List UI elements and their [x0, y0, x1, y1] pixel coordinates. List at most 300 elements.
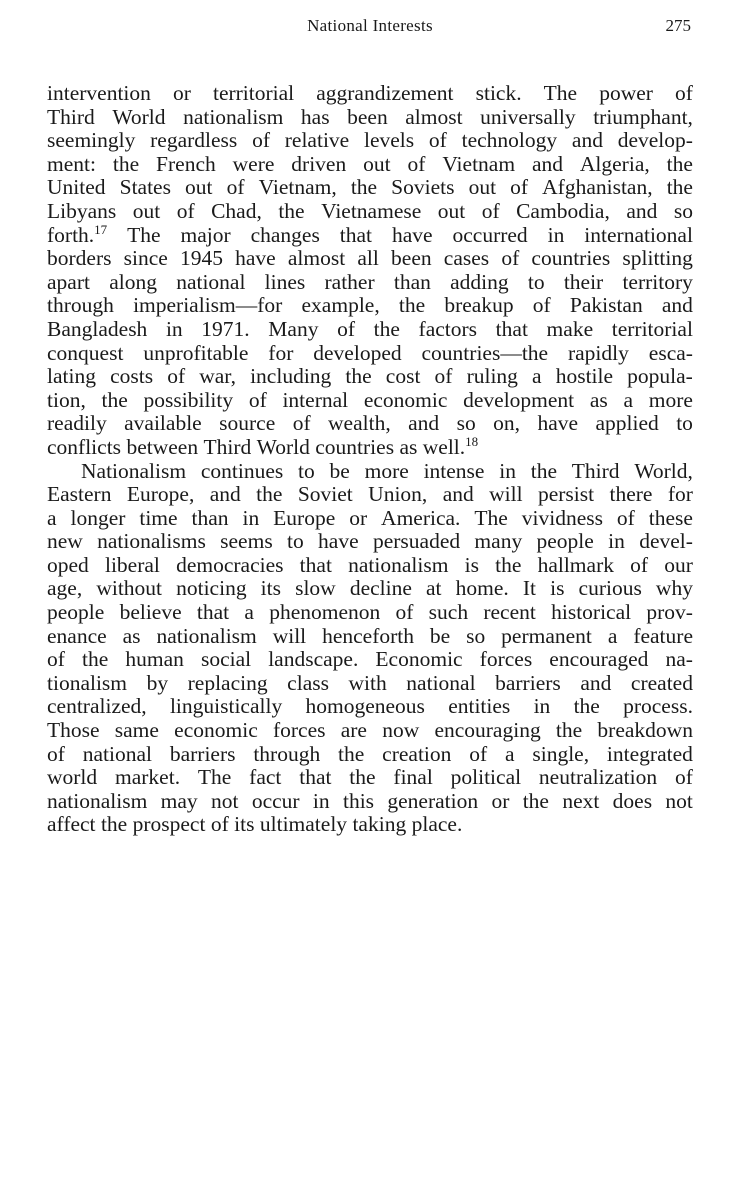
word: countries—the	[421, 340, 549, 365]
word: new	[47, 529, 83, 554]
word: vividness	[521, 505, 603, 530]
word: with	[348, 670, 387, 695]
word: conquest	[47, 340, 124, 365]
word: next	[562, 788, 600, 813]
word: that	[196, 600, 230, 625]
word: their	[563, 269, 604, 294]
word: hallmark	[537, 552, 614, 577]
text-line	[47, 695, 693, 719]
word: are	[340, 718, 367, 743]
word: and	[408, 411, 440, 436]
word: the	[522, 788, 549, 813]
paragraph	[47, 82, 693, 460]
word: home.	[455, 576, 509, 601]
running-title: National Interests	[307, 16, 433, 35]
footnote-ref: 17	[94, 221, 108, 237]
text-line	[47, 577, 693, 601]
word: age,	[47, 576, 83, 601]
word: tionalism	[47, 670, 128, 695]
word: driven	[291, 151, 347, 176]
word: have	[318, 529, 359, 554]
text-line	[47, 625, 693, 649]
text-line	[47, 129, 693, 153]
word: of	[675, 81, 693, 105]
word: a	[504, 741, 515, 766]
word: out	[437, 198, 466, 223]
word: than	[191, 505, 229, 530]
word: internal	[282, 387, 349, 412]
word: created	[630, 670, 693, 695]
word: of	[616, 505, 635, 530]
word: is	[464, 552, 479, 577]
word: the	[82, 647, 109, 672]
word: Libyans	[47, 198, 117, 223]
word: levels	[363, 128, 415, 153]
word: that	[299, 765, 332, 790]
word: territorial	[212, 81, 295, 105]
word: the	[666, 175, 693, 200]
word: ruling	[466, 364, 518, 389]
word: prov-	[646, 600, 693, 625]
word: not	[211, 788, 239, 813]
word: regardless	[150, 128, 238, 153]
word: same	[114, 718, 159, 743]
word: entities	[448, 694, 511, 719]
word: the	[256, 482, 283, 507]
word: It	[522, 576, 536, 601]
word: all	[357, 246, 379, 271]
word: to	[527, 269, 545, 294]
word: countries	[531, 246, 611, 271]
word: the	[373, 316, 400, 341]
word: the	[345, 364, 372, 389]
word: and	[531, 151, 563, 176]
word: time	[139, 505, 178, 530]
text-line	[47, 433, 693, 460]
word: countries	[315, 434, 395, 459]
word: World	[112, 104, 166, 129]
word: lating	[47, 364, 96, 389]
text-line	[47, 271, 693, 295]
word: borders	[47, 246, 112, 271]
word: will	[489, 482, 523, 507]
text-line	[47, 790, 693, 814]
word: 1971.	[201, 316, 250, 341]
word: Nationalism	[81, 458, 187, 483]
text-line	[47, 530, 693, 554]
word: in	[165, 316, 183, 341]
word: that	[495, 316, 528, 341]
word: linguistically	[169, 694, 283, 719]
word: example,	[301, 293, 380, 318]
word: ultimately	[259, 812, 348, 837]
word: be	[429, 623, 451, 648]
word: its	[234, 812, 255, 837]
word: the	[555, 718, 583, 743]
word: between	[126, 434, 199, 459]
word: more	[364, 458, 409, 483]
word: of	[674, 765, 693, 790]
text-line	[47, 766, 693, 790]
word: a	[623, 387, 634, 412]
word: of	[532, 293, 551, 318]
word: Pakistan	[569, 293, 643, 318]
word: power	[599, 81, 653, 105]
word: a	[244, 600, 254, 625]
running-head	[47, 16, 693, 42]
word: World,	[634, 458, 693, 483]
word: Eastern	[47, 482, 112, 507]
word: out	[363, 151, 391, 176]
text-line	[47, 719, 693, 743]
word: nationalism	[183, 104, 284, 129]
word: does	[612, 788, 653, 813]
word: encouraged	[549, 647, 649, 672]
word: seemingly	[47, 128, 136, 153]
word: have	[391, 222, 433, 247]
text-line	[47, 221, 693, 248]
word: through	[253, 741, 321, 766]
word: popula-	[627, 364, 693, 389]
word: of	[167, 364, 186, 389]
text-line	[47, 153, 693, 177]
word: feature	[633, 623, 693, 648]
word: make	[546, 316, 594, 341]
word: territory	[622, 269, 693, 294]
word: technology	[461, 128, 558, 153]
text-line	[47, 483, 693, 507]
word: seems	[220, 529, 273, 554]
paragraph	[47, 460, 693, 838]
word: a	[607, 623, 618, 648]
word: for	[667, 482, 693, 507]
word: as	[589, 387, 608, 412]
word: adding	[450, 269, 509, 294]
word: phenomenon	[269, 600, 381, 625]
word: tion,	[47, 387, 86, 412]
word: cost	[385, 364, 421, 389]
word: the	[349, 765, 376, 790]
word: will	[272, 623, 307, 648]
text-line	[47, 601, 693, 625]
word: the	[350, 175, 378, 200]
word: the	[666, 151, 693, 176]
word: is	[550, 576, 565, 601]
word: our	[664, 552, 693, 577]
word: of	[47, 647, 65, 672]
word: Algeria,	[579, 151, 650, 176]
page-number: 275	[665, 16, 691, 35]
word: in	[547, 222, 565, 247]
word: have	[537, 411, 579, 436]
word: homogeneous	[305, 694, 425, 719]
word: continues	[200, 458, 284, 483]
word: French	[156, 151, 216, 176]
word: Vietnam	[442, 151, 516, 176]
word: imperialism—for	[133, 293, 283, 318]
word: barriers	[169, 741, 236, 766]
word: place.	[411, 812, 463, 837]
word: the	[100, 812, 128, 837]
word: forces	[479, 647, 533, 672]
word: and	[209, 482, 241, 507]
word: than	[393, 269, 431, 294]
word: Europe,	[126, 482, 195, 507]
word: persuaded	[372, 529, 461, 554]
word: such	[428, 600, 469, 625]
word: of	[407, 151, 426, 176]
word: of	[47, 741, 65, 766]
word: national	[176, 269, 246, 294]
word: to	[676, 411, 693, 436]
word: the	[495, 552, 522, 577]
word: changes	[250, 222, 320, 247]
word: more	[648, 387, 693, 412]
text-line	[47, 389, 693, 413]
word: in	[499, 458, 516, 483]
word: Cambodia,	[516, 198, 610, 223]
word: class	[287, 670, 329, 695]
word: may	[160, 788, 198, 813]
word: nationalism	[47, 788, 148, 813]
word: of	[252, 128, 270, 153]
word: not	[665, 788, 693, 813]
word: persist	[537, 482, 595, 507]
word: splitting	[622, 246, 693, 271]
word: social	[200, 647, 252, 672]
word: or	[349, 505, 368, 530]
word: unprofitable	[143, 340, 249, 365]
word: its	[260, 576, 281, 601]
word: by	[146, 670, 169, 695]
word: stick.	[475, 81, 522, 105]
word: nationalism	[348, 552, 449, 577]
word: human	[125, 647, 184, 672]
word: the	[573, 694, 600, 719]
word: ment:	[47, 151, 96, 176]
word: process.	[623, 694, 693, 719]
word: Vietnam,	[258, 175, 337, 200]
word: political	[450, 765, 522, 790]
word: major	[180, 222, 231, 247]
word: territorial	[611, 316, 693, 341]
word: so	[673, 198, 693, 223]
word: possibility	[143, 387, 234, 412]
word: slow	[295, 576, 336, 601]
text-line	[47, 365, 693, 389]
word: recent	[483, 600, 536, 625]
word: of	[510, 175, 529, 200]
word: of	[395, 600, 414, 625]
word: so	[466, 623, 486, 648]
word: market.	[115, 765, 181, 790]
word: generation	[387, 788, 479, 813]
word: people	[536, 529, 594, 554]
word: readily	[47, 411, 107, 436]
word: historical	[551, 600, 632, 625]
word: without	[96, 576, 163, 601]
word: curious	[578, 576, 642, 601]
word: Those	[47, 718, 100, 743]
word: of	[469, 741, 488, 766]
word: democracies	[176, 552, 284, 577]
word: Economic	[375, 647, 463, 672]
word: why	[655, 576, 693, 601]
word: United	[47, 175, 106, 200]
word: for	[268, 340, 294, 365]
word: nationalism	[156, 623, 257, 648]
word: of	[337, 316, 356, 341]
word: people	[47, 600, 105, 625]
word: war,	[199, 364, 236, 389]
word: the	[530, 458, 558, 483]
text-line	[47, 176, 693, 200]
word: to	[287, 529, 304, 554]
word: along	[109, 269, 157, 294]
word: so	[456, 411, 476, 436]
word: through	[47, 293, 114, 318]
word: The	[197, 765, 232, 790]
word: landscape.	[268, 647, 359, 672]
word: barriers	[495, 670, 561, 695]
word: affect	[47, 812, 96, 837]
word: of	[176, 198, 195, 223]
text-line	[47, 743, 693, 767]
word: the	[112, 151, 140, 176]
word: na-	[665, 647, 693, 672]
text-line	[47, 460, 693, 484]
word: taking	[352, 812, 407, 837]
word: Third	[571, 458, 620, 483]
word: of	[434, 364, 453, 389]
word: that	[339, 222, 373, 247]
word: in	[533, 694, 551, 719]
word: of	[630, 552, 649, 577]
word: been	[347, 104, 388, 129]
word: The	[543, 81, 578, 105]
word: of	[481, 198, 500, 223]
word: and	[661, 293, 693, 318]
word: of	[248, 387, 267, 412]
word: Afghanistan,	[542, 175, 653, 200]
word: economic	[363, 387, 448, 412]
text-line	[47, 813, 693, 837]
word: the	[398, 293, 426, 318]
text-line	[47, 412, 693, 436]
word: as	[399, 434, 418, 459]
word: believe	[119, 600, 182, 625]
word: almost	[405, 104, 463, 129]
word: and	[626, 198, 658, 223]
text-line	[47, 82, 693, 106]
word: occur	[251, 788, 300, 813]
word: in	[608, 529, 625, 554]
word: were	[232, 151, 275, 176]
word: intense	[423, 458, 485, 483]
word: development	[463, 387, 575, 412]
word: occurred	[452, 222, 528, 247]
word: Third	[47, 104, 95, 129]
word: single,	[532, 741, 590, 766]
word: The	[474, 505, 508, 530]
word: have	[235, 246, 276, 271]
word: in	[242, 505, 260, 530]
word: cases	[443, 246, 490, 271]
word: Europe	[273, 505, 336, 530]
word: developed	[313, 340, 402, 365]
word: oped	[47, 552, 89, 577]
word: economic	[174, 718, 258, 743]
word: henceforth	[322, 623, 414, 648]
word: lines	[264, 269, 306, 294]
word: applied	[595, 411, 659, 436]
word: rapidly	[567, 340, 629, 365]
word: factors	[418, 316, 478, 341]
word: forth.$^{17}$	[47, 221, 108, 247]
word: Bangladesh	[47, 316, 148, 341]
word: the	[278, 198, 305, 223]
word: Soviets	[391, 175, 455, 200]
word: national	[82, 741, 153, 766]
text-line	[47, 318, 693, 342]
word: relative	[284, 128, 350, 153]
word: Many	[268, 316, 319, 341]
word: there	[609, 482, 653, 507]
word: universally	[480, 104, 576, 129]
text-line	[47, 507, 693, 531]
word: at	[425, 576, 442, 601]
word: develop-	[617, 128, 693, 153]
word: wealth,	[328, 411, 391, 436]
word: out	[185, 175, 213, 200]
word: Third	[203, 434, 252, 459]
word: since	[123, 246, 168, 271]
word: to	[298, 458, 315, 483]
word: nationalisms	[97, 529, 206, 554]
word: forces	[272, 718, 326, 743]
word: rather	[324, 269, 375, 294]
word: costs	[110, 364, 154, 389]
word: many	[474, 529, 523, 554]
word: aggrandizement	[316, 81, 454, 105]
word: now	[382, 718, 420, 743]
word: of	[428, 128, 447, 153]
word: out	[468, 175, 497, 200]
word: breakup	[444, 293, 514, 318]
word: and	[571, 128, 603, 153]
word: neutralization	[538, 765, 658, 790]
word: in	[312, 788, 330, 813]
word: apart	[47, 269, 90, 294]
word: Vietnamese	[321, 198, 422, 223]
word: a	[532, 364, 542, 389]
word: well.$^{18}$	[422, 433, 479, 459]
word: intervention	[47, 81, 151, 105]
word: available	[124, 411, 202, 436]
footnote-ref: 18	[465, 433, 479, 449]
word: almost	[287, 246, 346, 271]
word: the	[338, 741, 365, 766]
word: these	[648, 505, 693, 530]
text-line	[47, 648, 693, 672]
word: America.	[381, 505, 461, 530]
word: devel-	[639, 529, 693, 554]
word: of	[501, 246, 520, 271]
word: international	[584, 222, 693, 247]
word: source	[219, 411, 276, 436]
word: triumphant,	[593, 104, 693, 129]
word: 1945	[179, 246, 223, 271]
